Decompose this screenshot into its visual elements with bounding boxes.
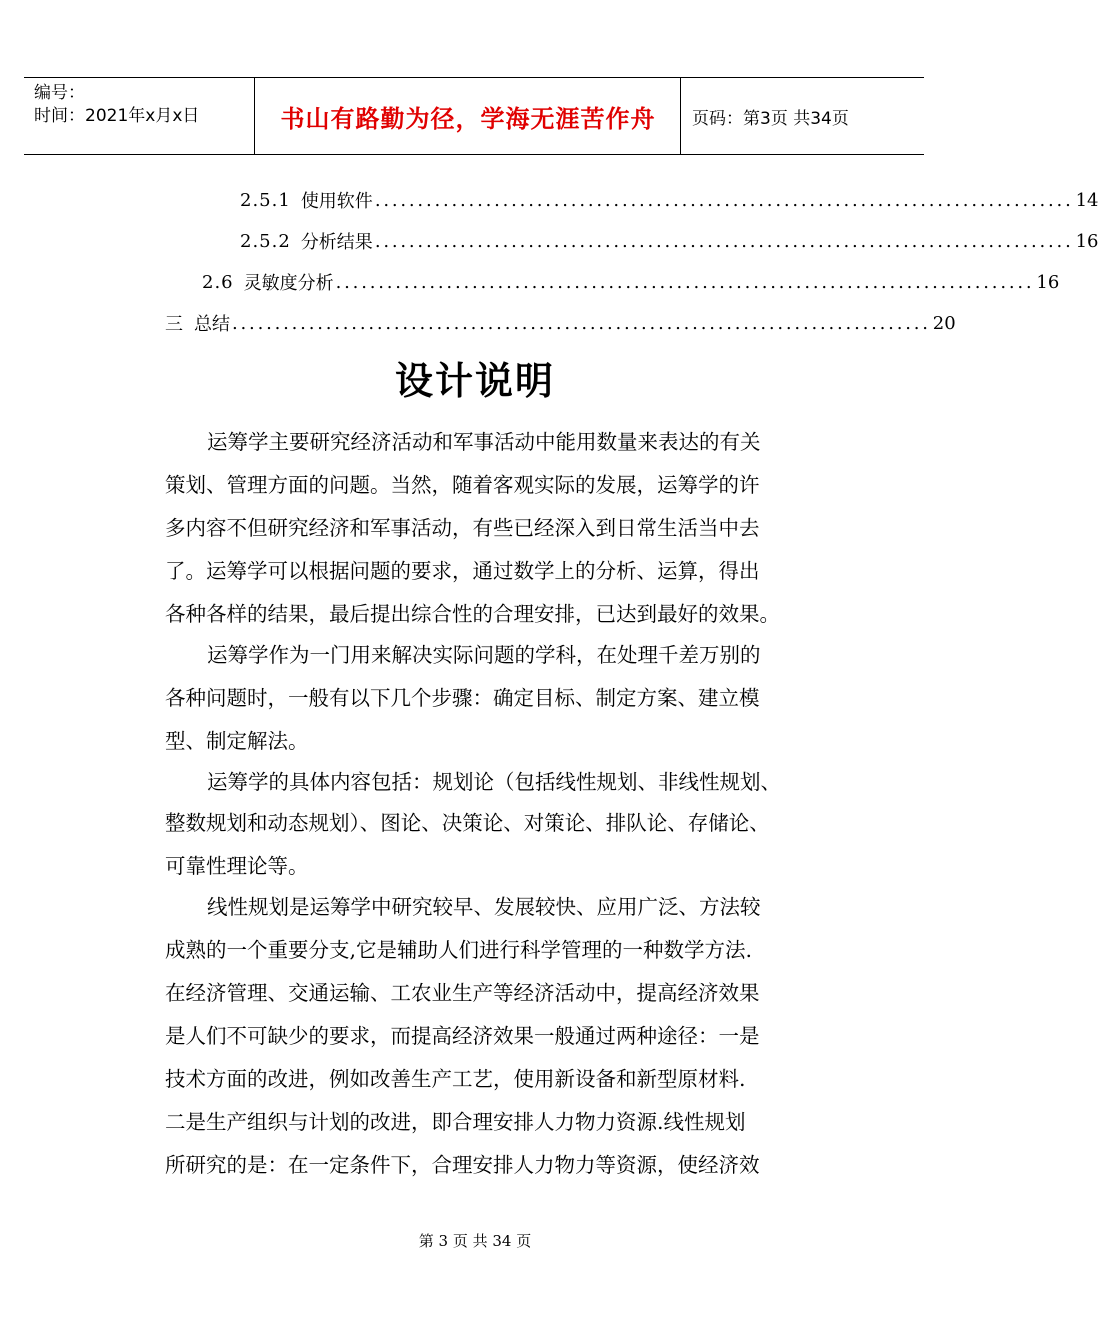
body-text-line: 是人们不可缺少的要求，而提高经济效果一般通过两种途径：一是 xyxy=(165,1024,760,1048)
toc-entry-label: 使用软件 xyxy=(300,191,373,212)
document-time-label: 时间：2021年x月x日 xyxy=(34,106,200,126)
body-text-line: 多内容不但研究经济和军事活动，有些已经深入到日常生活当中去 xyxy=(165,516,760,540)
toc-entry-number: 三 xyxy=(165,314,184,335)
toc-entry[interactable] xyxy=(240,226,1099,256)
toc-leader-dots: .................................................................................. xyxy=(374,230,1074,252)
body-text-line: 各种问题时，一般有以下几个步骤：确定目标、制定方案、建立模 xyxy=(165,686,760,710)
toc-leader-dots: .................................................................................. xyxy=(374,189,1074,211)
page-header xyxy=(24,77,924,155)
toc-entry[interactable] xyxy=(240,185,1099,215)
toc-entry-number: 2.6 xyxy=(202,271,234,293)
document-number-label: 编号： xyxy=(34,83,85,103)
body-text-line: 整数规划和动态规划）、图论、决策论、对策论、排队论、存储论、 xyxy=(165,811,770,835)
section-title: 设计说明 xyxy=(394,359,555,403)
toc-leader-dots: .................................................................................. xyxy=(335,271,1035,293)
header-divider xyxy=(680,78,681,154)
toc-entry-page: 16 xyxy=(1036,271,1060,293)
body-text-line: 运筹学主要研究经济活动和军事活动中能用数量来表达的有关 xyxy=(207,430,761,454)
body-text-line: 了。运筹学可以根据问题的要求，通过数学上的分析、运算，得出 xyxy=(165,559,760,583)
toc-entry-label: 总结 xyxy=(194,314,230,335)
toc-entry-page: 14 xyxy=(1075,189,1099,211)
page-footer: 第 3 页 共 34 页 xyxy=(418,1232,532,1250)
toc-entry[interactable] xyxy=(165,308,956,338)
body-text-line: 运筹学作为一门用来解决实际问题的学科，在处理千差万别的 xyxy=(207,643,761,667)
body-text-line: 各种各样的结果，最后提出综合性的合理安排，已达到最好的效果。 xyxy=(165,602,780,626)
body-text-line: 成熟的一个重要分支,它是辅助人们进行科学管理的一种数学方法. xyxy=(165,938,753,962)
toc-entry-page: 20 xyxy=(932,312,956,334)
toc-entry-page: 16 xyxy=(1075,230,1099,252)
toc-leader-dots: .................................................................................. xyxy=(232,312,931,334)
body-text-line: 可靠性理论等。 xyxy=(165,854,309,878)
body-text-line: 技术方面的改进，例如改善生产工艺，使用新设备和新型原材料. xyxy=(165,1067,746,1091)
toc-entry-label: 分析结果 xyxy=(300,232,373,253)
body-text-line: 策划、管理方面的问题。当然，随着客观实际的发展，运筹学的许 xyxy=(165,473,760,497)
body-text-line: 型、制定解法。 xyxy=(165,729,309,753)
body-text-line: 所研究的是：在一定条件下，合理安排人力物力等资源，使经济效 xyxy=(165,1153,760,1177)
toc-entry-number: 2.5.2 xyxy=(240,230,291,252)
body-text-line: 线性规划是运筹学中研究较早、发展较快、应用广泛、方法较 xyxy=(207,895,761,919)
body-text-line: 二是生产组织与计划的改进，即合理安排人力物力资源.线性规划 xyxy=(165,1110,746,1134)
body-text-line: 在经济管理、交通运输、工农业生产等经济活动中，提高经济效果 xyxy=(165,981,760,1005)
header-motto: 书山有路勤为径，学海无涯苦作舟 xyxy=(280,104,656,133)
header-meta xyxy=(34,82,199,128)
toc-entry-label: 灵敏度分析 xyxy=(243,273,334,294)
header-page-info: 页码：第3页 共34页 xyxy=(692,108,849,129)
body-text-line: 运筹学的具体内容包括：规划论（包括线性规划、非线性规划、 xyxy=(207,770,781,794)
header-divider xyxy=(254,78,255,154)
toc-entry[interactable] xyxy=(202,267,1060,297)
toc-entry-number: 2.5.1 xyxy=(240,189,291,211)
